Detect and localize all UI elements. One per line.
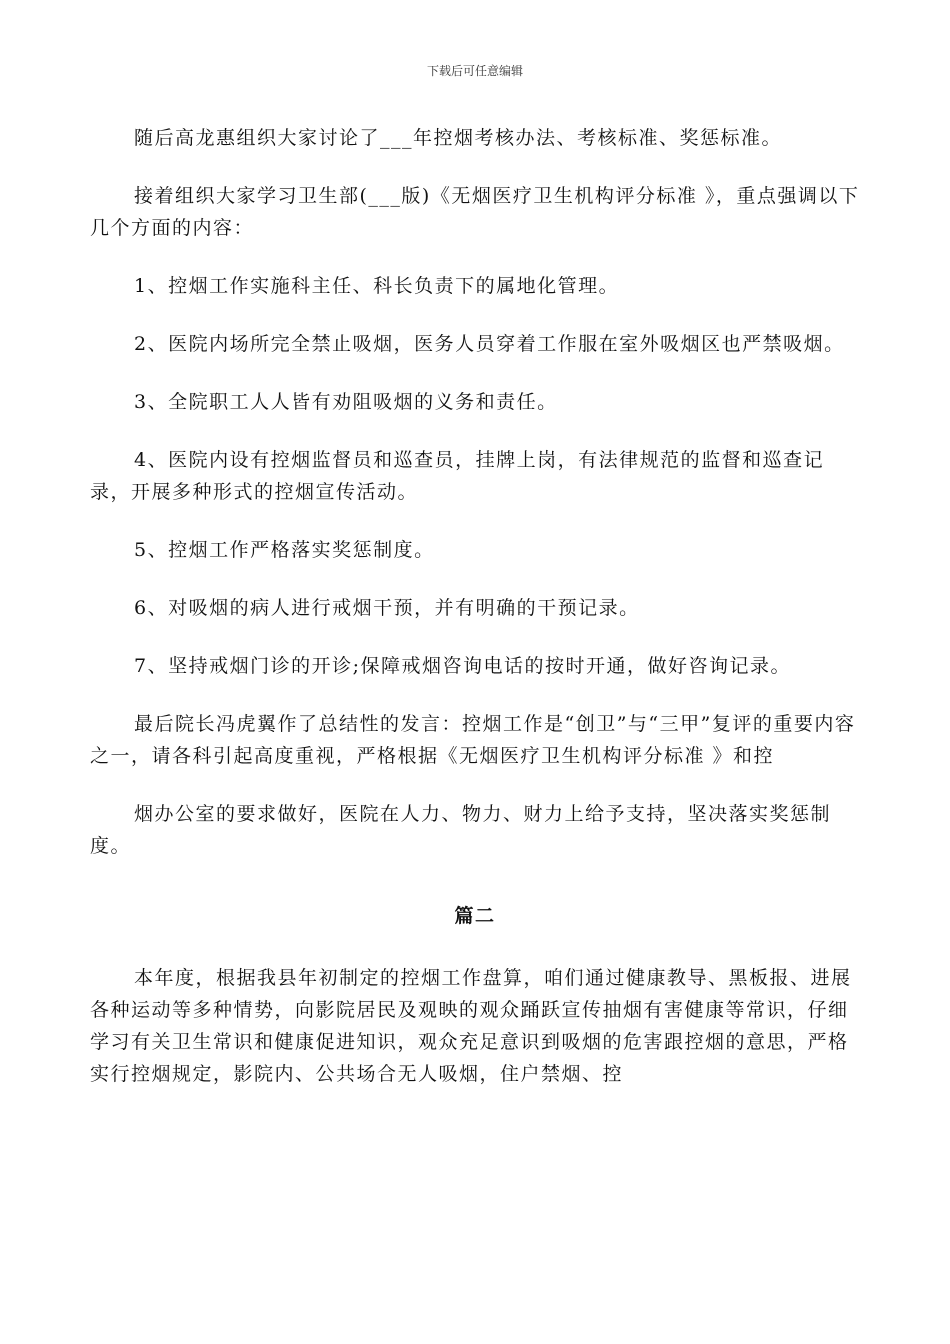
paragraph: 烟办公室的要求做好，医院在人力、物力、财力上给予支持，坚决落实奖惩制度。 [90, 803, 832, 857]
page-header: 下载后可任意编辑 [426, 64, 523, 78]
paragraph: 本年度，根据我县年初制定的控烟工作盘算，咱们通过健康教导、黑板报、进展各种运动等多种情势，向影院居民及观映的观众踊跃宣传抽烟有害健康等常识，仔细学习有关卫生常识和健康促进知识，观众充足意识到吸烟的危害跟控烟的意思，严格实行控烟规定，影院内、公共场合无人吸烟，住户禁烟、控 [90, 967, 852, 1085]
paragraph: 4、医院内设有控烟监督员和巡查员，挂牌上岗，有法律规范的监督和巡查记录，开展多种形式的控烟宣传活动。 [90, 449, 825, 503]
paragraph: 2、医院内场所完全禁止吸烟，医务人员穿着工作服在室外吸烟区也严禁吸烟。 [134, 333, 845, 355]
paragraph: 3、全院职工人人皆有劝阻吸烟的义务和责任。 [134, 391, 558, 413]
paragraph: 1、控烟工作实施科主任、科长负责下的属地化管理。 [134, 275, 620, 297]
paragraph: 6、对吸烟的病人进行戒烟干预，并有明确的干预记录。 [134, 597, 640, 619]
document-body [90, 122, 860, 1090]
paragraph: 最后院长冯虎翼作了总结性的发言：控烟工作是“创卫”与“三甲”复评的重要内容之一，请各科引起高度重视，严格根据《无烟医疗卫生机构评分标准 》和控 [90, 713, 856, 767]
paragraph: 7、坚持戒烟门诊的开诊;保障戒烟咨询电话的按时开通，做好咨询记录。 [134, 655, 791, 677]
section-heading: 篇二 [454, 905, 496, 927]
paragraph: 随后高龙惠组织大家讨论了___年控烟考核办法、考核标准、奖惩标准。 [134, 127, 783, 149]
paragraph: 5、控烟工作严格落实奖惩制度。 [134, 539, 435, 561]
paragraph: 接着组织大家学习卫生部(___版)《无烟医疗卫生机构评分标准 》，重点强调以下几个方面的内容： [90, 185, 860, 239]
